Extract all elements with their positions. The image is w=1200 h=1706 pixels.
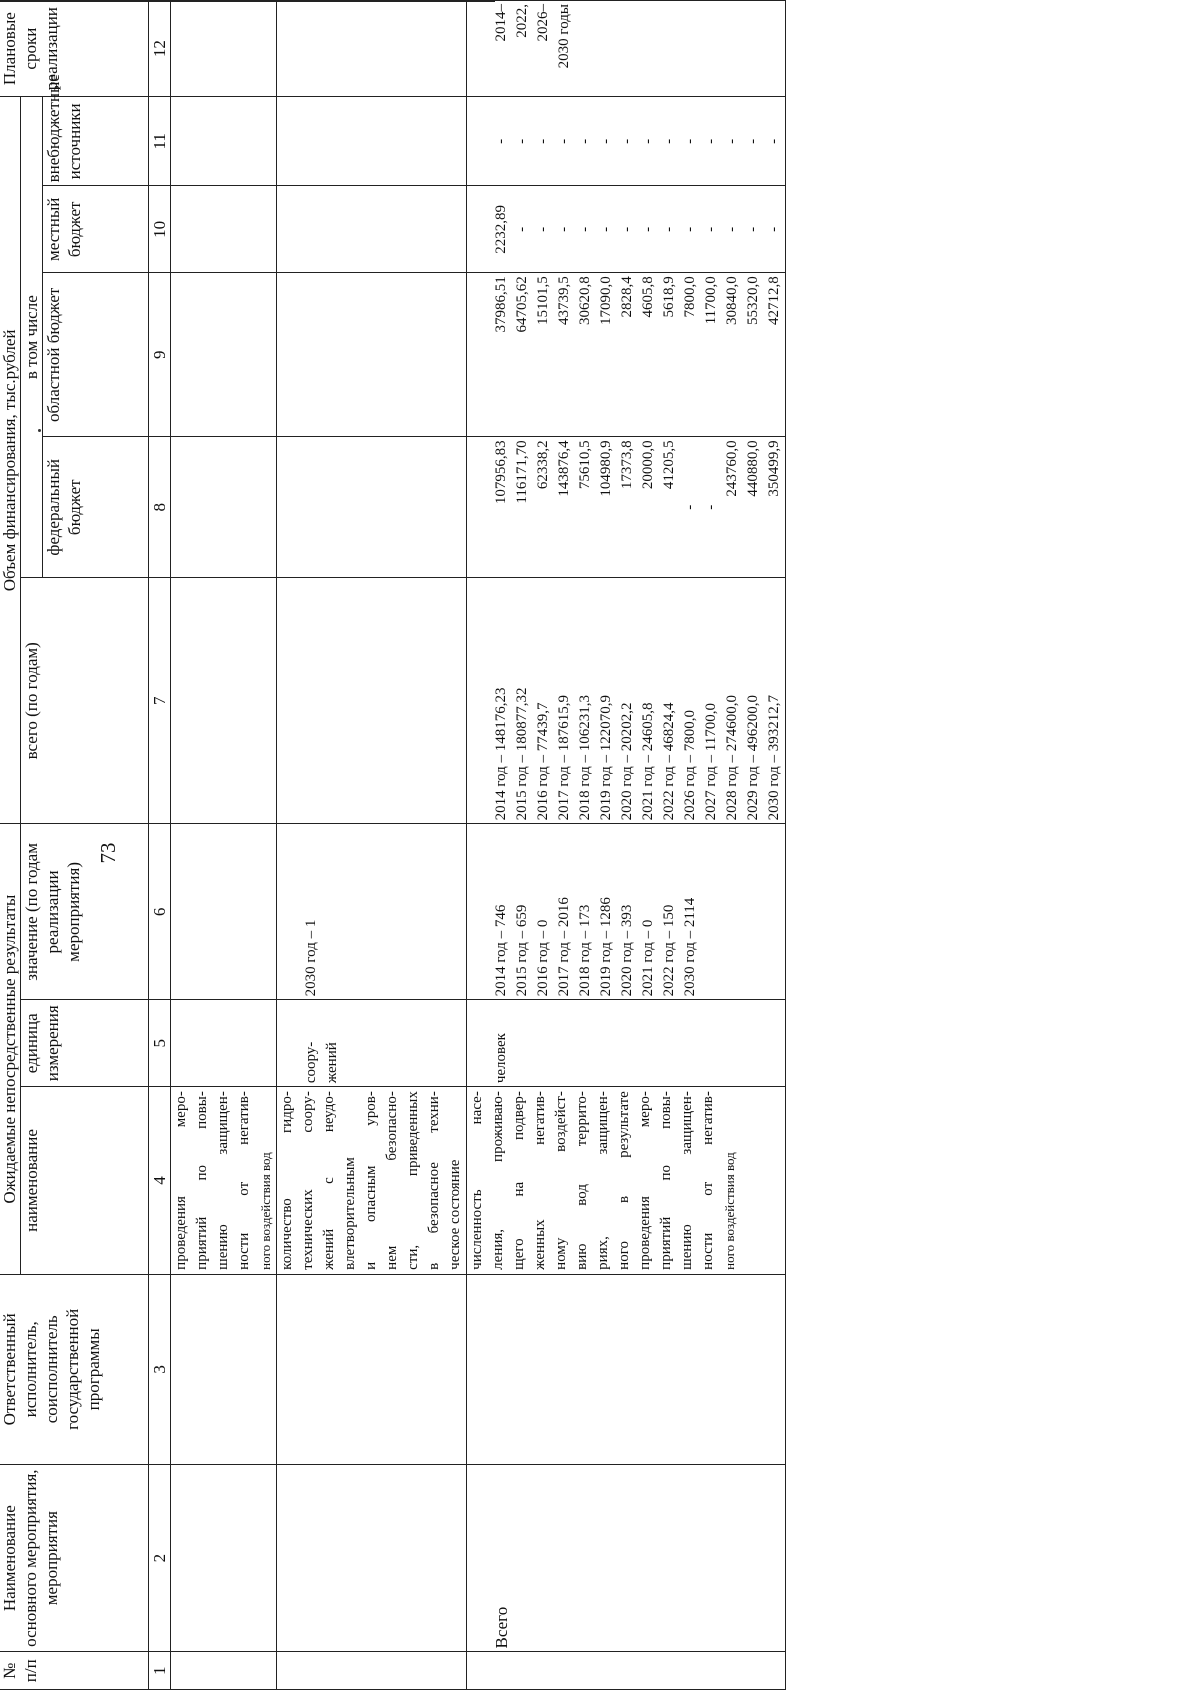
table-row: [467, 1, 786, 1690]
header-responsible: Ответственный исполнитель, соисполнитель государственной программы: [0, 1274, 149, 1464]
header-regional: областной бюджет: [43, 273, 149, 437]
header-period: Плановые сроки реализации: [0, 1, 149, 97]
result-description: проведения меро- приятий по повы- шению защищен- ности от негатив- ного воздействия вод: [171, 1087, 277, 1275]
header-result-name: наименование: [21, 1087, 149, 1275]
values-by-year: 2014 год – 746 2015 год – 659 2016 год – 0 2017 год – 2016 2018 год – 173 2019 год – 1286 2020 год – 393 2021 год – 0 2022 год – 150 2030 год – 2114: [467, 824, 786, 1000]
header-num: № п/п: [0, 1652, 149, 1690]
federal-budget-values: 107956,83 116171,70 62338,2 143876,4 75610,5 104980,9 17373,8 20000,0 41205,5 - - 243760,0 440880,0 350499,9: [467, 437, 786, 578]
table-row: [171, 1, 277, 1690]
col-number: 6: [149, 824, 171, 1000]
header-total: всего (по годам): [21, 578, 149, 824]
unit-cell: человек: [467, 1000, 786, 1087]
value-cell: 2030 год – 1: [277, 824, 467, 1000]
column-numbers-row: [149, 1, 171, 1690]
regional-budget-values: 37986,51 64705,62 15101,5 43739,5 30620,8 17090,0 2828,4 4605,8 5618,9 7800,0 11700,0 30840,0 55320,0 42712,8: [467, 273, 786, 437]
col-number: 7: [149, 578, 171, 824]
unit-cell: соору- жений: [277, 1000, 467, 1087]
col-number: 5: [149, 1000, 171, 1087]
header-unit: единица измерения: [21, 1000, 149, 1087]
header-expected-results: Ожидаемые непосредственные результаты: [0, 824, 21, 1274]
col-number: 11: [149, 97, 171, 186]
col-number: 12: [149, 1, 171, 97]
header-federal: федеральный бюджет: [43, 437, 149, 578]
col-number: 9: [149, 273, 171, 437]
page-number: 73: [96, 842, 120, 864]
header-financing: Объем финансирования, тыс.рублей: [0, 97, 21, 824]
total-label: Всего: [467, 1464, 786, 1652]
result-description: количество гидро- технических соору- жений с неудо- влетворительным и опасным уров- нем безопасно- сти, приведенных в безопасное техни- ческое состояние: [277, 1087, 467, 1275]
header-value: значение (по годам реализации мероприятия): [21, 824, 149, 1000]
col-number: 4: [149, 1087, 171, 1275]
result-description: численность насе- ления, проживаю- щего на подвер- женных негатив- ному воздейст- вию вод террито- риях, защищен- ного в результате проведения меро- приятий по повы- шению защищен- ности от негатив- ного воздействия вод: [467, 1087, 786, 1275]
col-number: 8: [149, 437, 171, 578]
extra-budget-values: - - - - - - - - - - - - - -: [467, 97, 786, 186]
header-local: местный бюджет: [43, 186, 149, 273]
col-number: 2: [149, 1464, 171, 1652]
header-including: в том числе: [21, 97, 43, 578]
header-event-name: Наименование основного мероприятия, мероприятия: [0, 1464, 149, 1652]
planned-period: 2014– 2022, 2026– 2030 годы: [467, 1, 786, 97]
totals-by-year: 2014 год – 148176,23 2015 год – 180877,32 2016 год – 77439,7 2017 год – 187615,9 2018 год – 106231,3 2019 год – 122070,9 2020 год – 20202,2 2021 год – 24605,8 2022 год – 46824,4 2026 год – 7800,0 2027 год – 11700,0 2028 год – 274600,0 2029 год – 496200,0 2030 год – 393212,7: [467, 578, 786, 824]
col-number: 10: [149, 186, 171, 273]
col-number: 3: [149, 1274, 171, 1464]
table-row: [277, 1, 467, 1690]
local-budget-values: 2232,89 - - - - - - - - - - - - -: [467, 186, 786, 273]
header-extra: внебюджетные источники: [43, 97, 149, 186]
col-number: 1: [149, 1652, 171, 1690]
